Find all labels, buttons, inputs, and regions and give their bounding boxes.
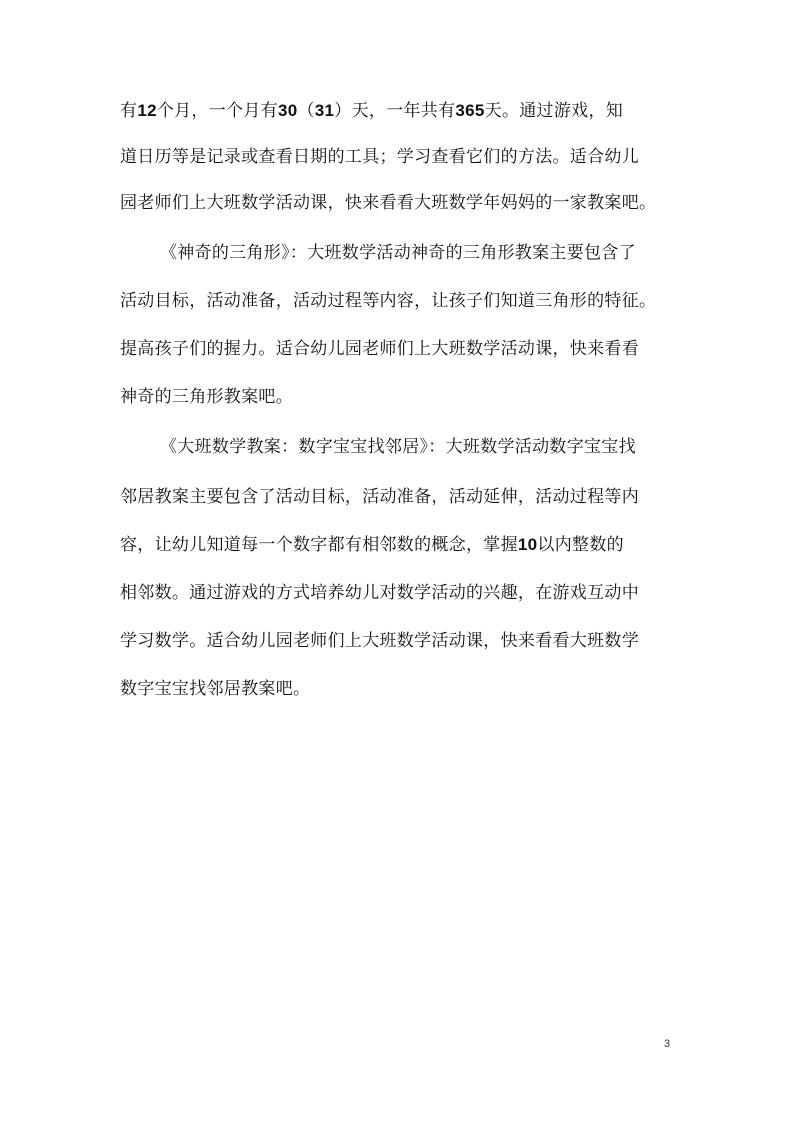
- paragraph-1-line-2: 道日历等是记录或查看日期的工具；学习查看它们的方法。适合幼儿: [120, 147, 639, 167]
- paragraph-3-line-1: 《大班数学教案：数字宝宝找邻居》：大班数学活动数字宝宝找: [160, 437, 636, 457]
- paragraph-2-line-3: 提高孩子们的握力。适合幼儿园老师们上大班数学活动课，快来看看: [120, 339, 639, 359]
- paragraph-2-line-4: 神奇的三角形教案吧。: [120, 387, 293, 407]
- text: 天。通过游戏，知: [484, 101, 624, 121]
- paragraph-3-line-6: 数字宝宝找邻居教案吧。: [120, 679, 311, 699]
- number: 30: [277, 101, 298, 120]
- number: 365: [455, 101, 485, 120]
- number: 31: [314, 101, 335, 120]
- number: 12: [137, 101, 157, 120]
- number: 10: [517, 535, 538, 554]
- paragraph-2-line-2: 活动目标，活动准备，活动过程等内容，让孩子们知道三角形的特征。: [120, 291, 657, 311]
- page-number: 3: [664, 1038, 671, 1050]
- text: 以内整数的: [537, 535, 624, 555]
- paragraph-3-line-3: [120, 530, 690, 560]
- paragraph-3-line-4: 相邻数。通过游戏的方式培养幼儿对数学活动的兴趣，在游戏互动中: [120, 583, 639, 603]
- paragraph-2-line-1: 《神奇的三角形》：大班数学活动神奇的三角形教案主要包含了: [160, 243, 636, 263]
- paragraph-1-line-3: 园老师们上大班数学活动课，快来看看大班数学年妈妈的一家教案吧。: [120, 193, 657, 213]
- text: 个月，一个月有: [156, 101, 278, 121]
- text: （: [297, 101, 315, 121]
- text: 有: [120, 101, 138, 121]
- paragraph-3-line-2: 邻居教案主要包含了活动目标，活动准备，活动延伸，活动过程等内: [120, 487, 639, 507]
- text: 容，让幼儿知道每一个数字都有相邻数的概念，掌握: [120, 535, 518, 555]
- paragraph-1-line-1: [120, 96, 690, 126]
- text: ）天，一年共有: [334, 101, 456, 121]
- paragraph-3-line-5: 学习数学。适合幼儿园老师们上大班数学活动课，快来看看大班数学: [120, 631, 639, 651]
